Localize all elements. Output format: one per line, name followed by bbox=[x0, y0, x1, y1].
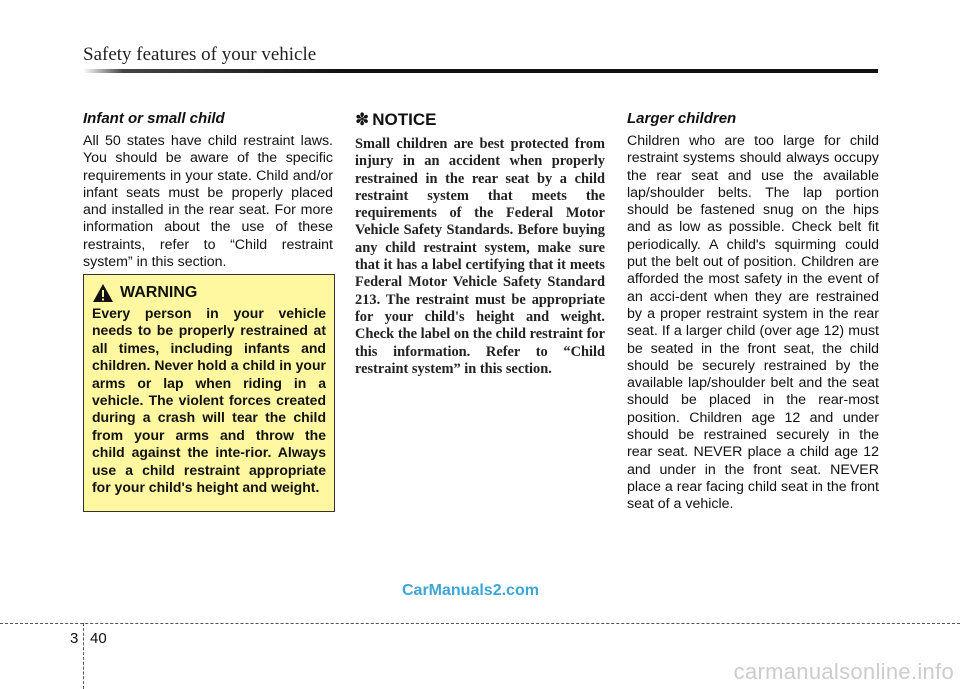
page-number: 40 bbox=[90, 630, 107, 647]
chapter-number: 3 bbox=[70, 630, 79, 647]
site-watermark[interactable]: carmanualsonline.info bbox=[733, 659, 954, 684]
middle-column bbox=[355, 110, 605, 378]
notice-header bbox=[355, 110, 605, 130]
warning-triangle-icon bbox=[92, 283, 114, 303]
left-column bbox=[83, 110, 333, 271]
carmanuals-watermark[interactable]: CarManuals2.com bbox=[402, 582, 539, 599]
section-heading-larger: Larger children bbox=[627, 110, 737, 127]
footer-divider bbox=[0, 623, 960, 624]
header-title: Safety features of your vehicle bbox=[83, 44, 317, 65]
right-column bbox=[627, 110, 879, 514]
footer-vertical-divider bbox=[83, 623, 84, 689]
notice-body: Small children are best protected from injury in an accident when properly restrained in the rear seat by a child restraint system that meets the requirements of the Federal Motor Vehicle Safety Standards. Before buying any child restraint system, make sure that it has a label certifying that it meets Federal Motor Vehicle Safety Standard 213. The restraint must be appropriate for your child's height and weight. Check the label on the child restraint for this information. Refer to “Child restraint system” in this section. bbox=[355, 136, 605, 377]
warning-title: WARNING bbox=[120, 284, 198, 301]
section-body-larger: Children who are too large for child restraint systems should always occupy the rear seat and use the available lap/shoulder belts. The lap portion should be fastened snug on the hips and as low as possible. Check belt fit periodically. A child's squirming could put the belt out of position. Children are afforded the most safety in the event of an acci-dent when they are restrained by a proper restraint system in the rear seat. If a larger child (over age 12) must be seated in the front seat, the child should be securely restrained by the available lap/shoulder belt and the seat should be placed in the rear-most position. Children age 12 and under should be restrained securely in the rear seat. NEVER place a child age 12 and under in the front seat. NEVER place a rear facing child seat in the front seat of a vehicle. bbox=[627, 133, 879, 513]
warning-body: Every person in your vehicle needs to be properly restrained at all times, including infants and children. Never hold a child in your arms or lap when riding in a vehicle. The violent forces created during a crash will tear the child from your arms and throw the child against the inte-rior. Always use a child restraint appropriate for your child's height and weight. bbox=[92, 305, 326, 496]
notice-title: NOTICE bbox=[372, 110, 437, 129]
warning-box bbox=[83, 274, 335, 512]
section-body-infant: All 50 states have child restraint laws. You should be aware of the specific requirements in your state. Child and/or infant seats must be properly placed and installed in the rear seat. For more information about the use of these restraints, refer to “Child restraint system” in this section. bbox=[83, 133, 333, 271]
section-heading-infant: Infant or small child bbox=[83, 110, 225, 127]
header-rule bbox=[83, 69, 878, 73]
notice-star-icon: ✽ bbox=[355, 110, 370, 129]
warning-header bbox=[92, 283, 326, 303]
